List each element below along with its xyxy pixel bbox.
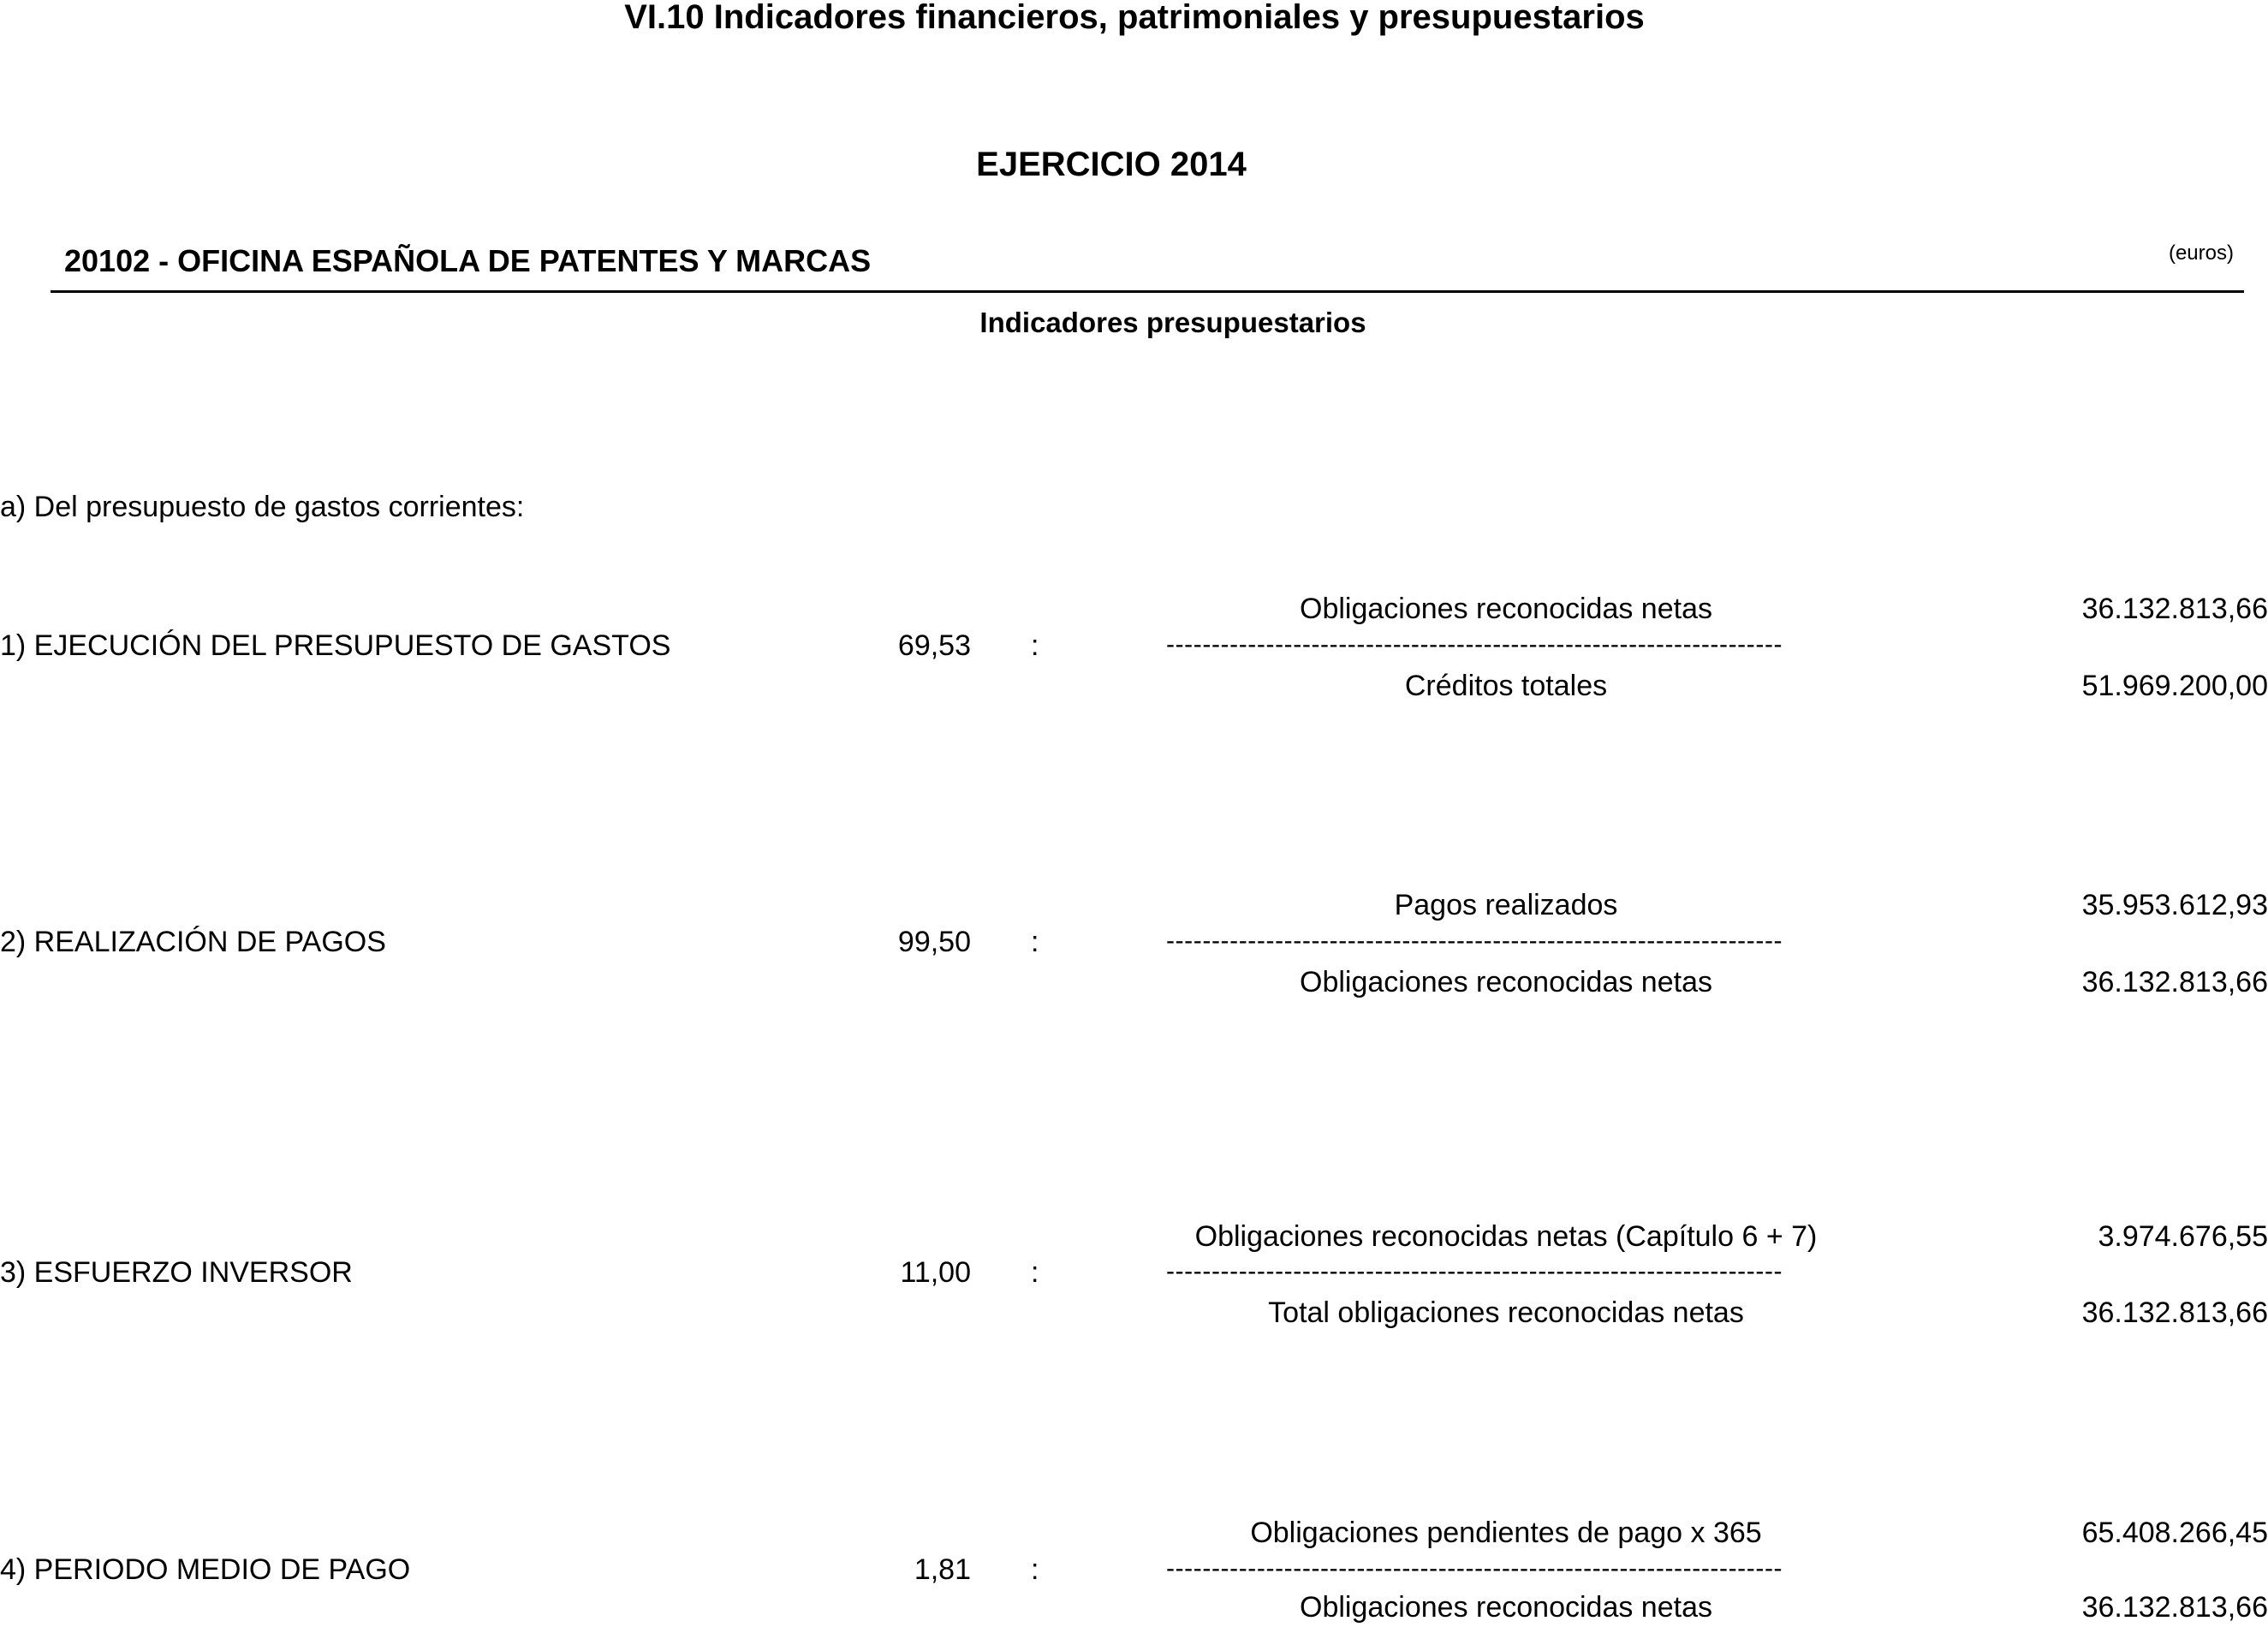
denominator-label: Total obligaciones reconocidas netas: [1268, 1296, 1744, 1329]
denominator-value: 51.969.200,00: [2081, 670, 2268, 702]
indicator-label: 3) ESFUERZO INVERSOR: [0, 1256, 353, 1289]
numerator-value: 36.132.813,66: [2081, 593, 2268, 625]
numerator-value: 35.953.612,93: [2081, 889, 2268, 921]
indicator-value: 69,53: [897, 629, 971, 662]
numerator-label: Obligaciones reconocidas netas: [1300, 593, 1712, 625]
entity-name: 20102 - OFICINA ESPAÑOLA DE PATENTES Y MARCAS: [64, 243, 872, 278]
separator-colon: :: [1031, 1256, 1039, 1289]
page-title: VI.10 Indicadores financieros, patrimoniales y presupuestarios: [624, 0, 1645, 36]
exercise-year: EJERCICIO 2014: [976, 146, 1247, 183]
fraction-line: --------------------------------------------------------------------: [1166, 630, 1783, 659]
indicator-value: 1,81: [914, 1553, 971, 1586]
numerator-label: Obligaciones reconocidas netas (Capítulo 6 + 7): [1194, 1220, 1818, 1253]
fraction-line: --------------------------------------------------------------------: [1166, 927, 1783, 955]
indicator-label: 1) EJECUCIÓN DEL PRESUPUESTO DE GASTOS: [0, 629, 671, 662]
denominator-value: 36.132.813,66: [2081, 1296, 2268, 1329]
indicator-label: 4) PERIODO MEDIO DE PAGO: [0, 1553, 411, 1586]
fraction-line: --------------------------------------------------------------------: [1166, 1257, 1783, 1285]
numerator-value: 3.974.676,55: [2098, 1220, 2268, 1253]
indicator-value: 99,50: [897, 926, 971, 958]
indicator-value: 11,00: [900, 1256, 971, 1289]
fraction-line: --------------------------------------------------------------------: [1166, 1554, 1783, 1582]
subsection-heading: a) Del presupuesto de gastos corrientes:: [0, 491, 525, 523]
separator-colon: :: [1031, 629, 1039, 662]
section-title: Indicadores presupuestarios: [979, 307, 1366, 338]
denominator-label: Obligaciones reconocidas netas: [1300, 1591, 1712, 1624]
denominator-label: Obligaciones reconocidas netas: [1300, 966, 1712, 998]
unit-label: (euros): [2168, 241, 2234, 265]
denominator-value: 36.132.813,66: [2081, 966, 2268, 998]
indicator-label: 2) REALIZACIÓN DE PAGOS: [0, 926, 386, 958]
numerator-label: Pagos realizados: [1394, 889, 1618, 921]
separator-colon: :: [1031, 1553, 1039, 1586]
numerator-label: Obligaciones pendientes de pago x 365: [1250, 1517, 1762, 1549]
denominator-label: Créditos totales: [1404, 670, 1608, 702]
header-divider: [51, 290, 2244, 293]
separator-colon: :: [1031, 926, 1039, 958]
denominator-value: 36.132.813,66: [2081, 1591, 2268, 1624]
numerator-value: 65.408.266,45: [2081, 1517, 2268, 1549]
